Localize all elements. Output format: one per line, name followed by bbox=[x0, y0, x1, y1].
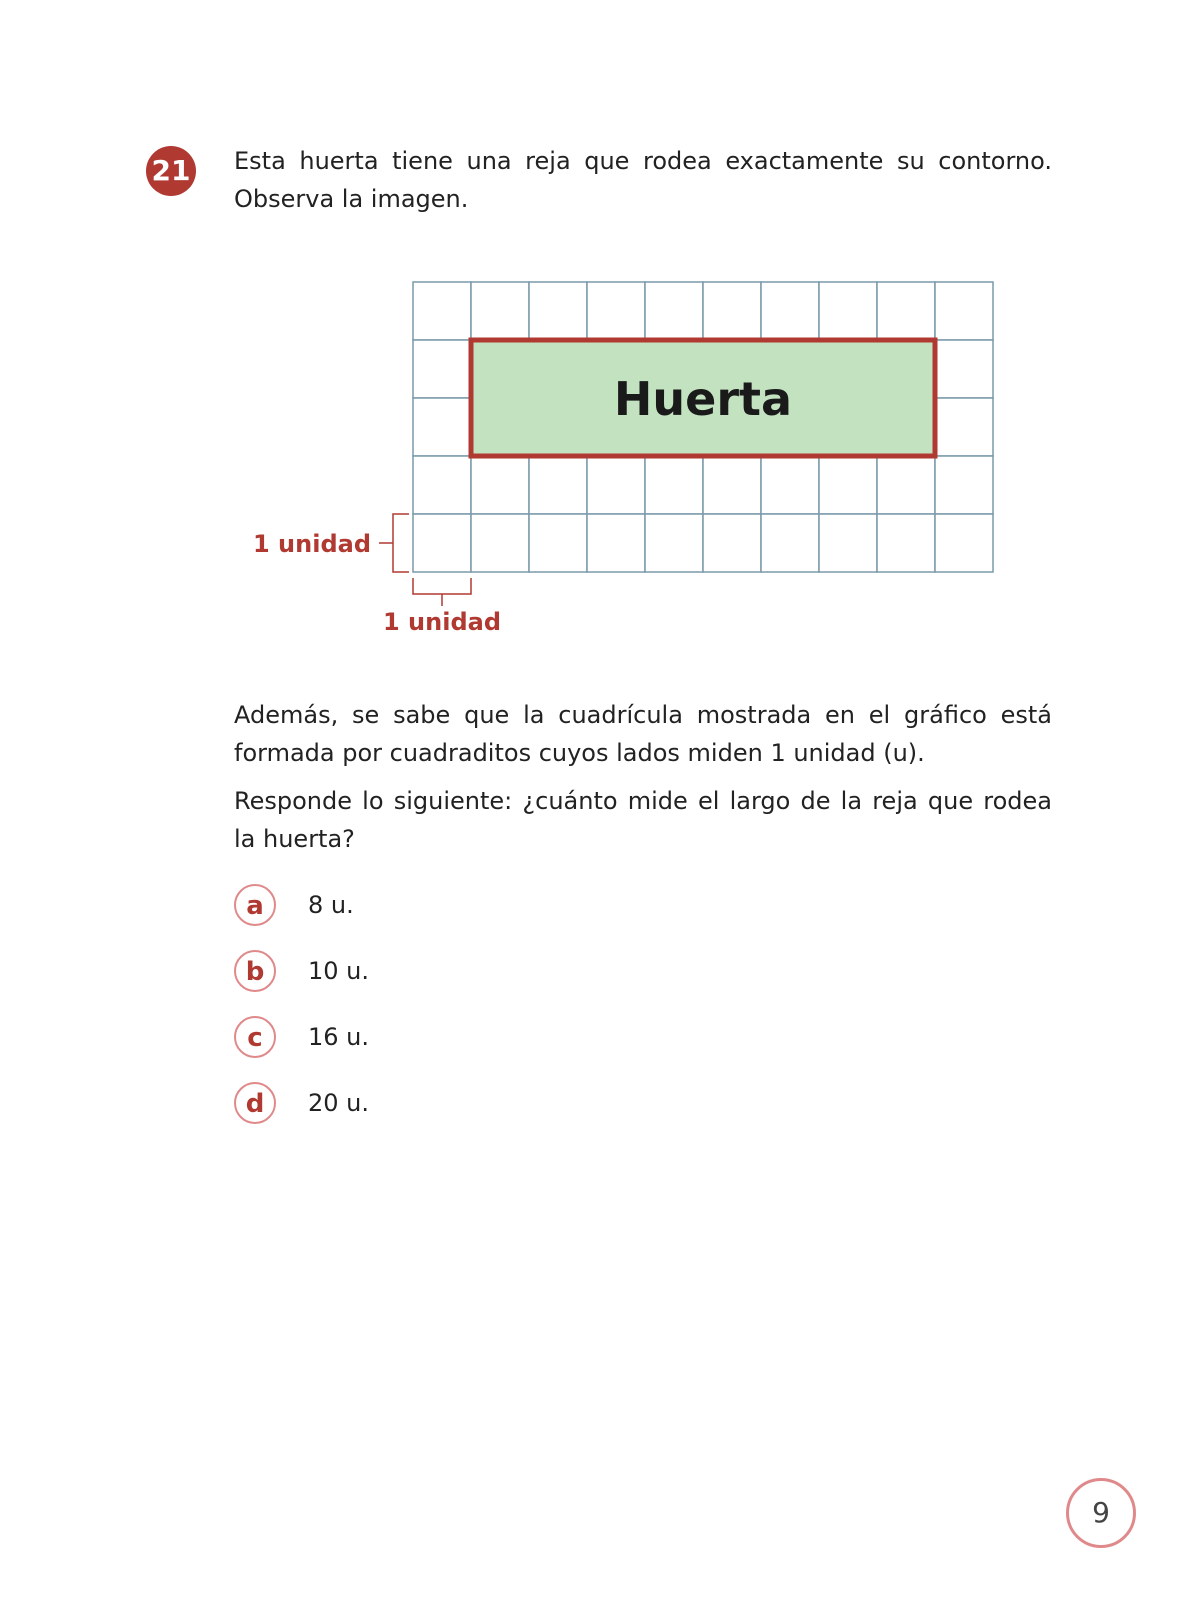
grid-cell bbox=[935, 456, 993, 514]
grid-cell bbox=[413, 282, 471, 340]
grid-cell bbox=[819, 456, 877, 514]
grid-cell bbox=[819, 514, 877, 572]
answer-options bbox=[234, 884, 834, 1148]
grid-cell bbox=[413, 514, 471, 572]
grid-cell bbox=[529, 456, 587, 514]
grid-cell bbox=[761, 456, 819, 514]
grid-cell bbox=[703, 514, 761, 572]
grid-cell bbox=[935, 282, 993, 340]
grid-cell bbox=[819, 282, 877, 340]
grid-cell bbox=[471, 282, 529, 340]
grid-cell bbox=[413, 398, 471, 456]
option-c[interactable] bbox=[234, 1016, 834, 1064]
garden-grid-figure bbox=[250, 280, 1010, 660]
option-text-d: 20 u. bbox=[308, 1089, 370, 1117]
vertical-unit-label: 1 unidad bbox=[252, 530, 371, 558]
grid-cell bbox=[413, 340, 471, 398]
grid-cell bbox=[761, 514, 819, 572]
option-a[interactable] bbox=[234, 884, 834, 932]
horizontal-unit-bracket bbox=[413, 578, 471, 606]
grid-cell bbox=[935, 340, 993, 398]
page-number: 9 bbox=[1066, 1478, 1136, 1548]
grid-cell bbox=[529, 514, 587, 572]
grid-cell bbox=[877, 282, 935, 340]
option-letter-d: d bbox=[234, 1082, 276, 1124]
option-text-c: 16 u. bbox=[308, 1023, 370, 1051]
grid-cell bbox=[587, 282, 645, 340]
question-intro: Esta huerta tiene una reja que rodea exactamente su contorno. Observa la imagen. bbox=[234, 147, 1052, 213]
option-b[interactable] bbox=[234, 950, 834, 998]
grid-cell bbox=[935, 514, 993, 572]
vertical-unit-bracket bbox=[379, 514, 409, 572]
grid-cell bbox=[877, 514, 935, 572]
horizontal-unit-label: 1 unidad bbox=[382, 608, 502, 636]
grid-cell bbox=[761, 282, 819, 340]
question-number-badge: 21 bbox=[146, 146, 196, 196]
grid-cell bbox=[645, 514, 703, 572]
grid-cell bbox=[645, 282, 703, 340]
option-letter-a: a bbox=[234, 884, 276, 926]
option-text-b: 10 u. bbox=[308, 957, 370, 985]
grid-cell bbox=[529, 282, 587, 340]
grid-cell bbox=[587, 456, 645, 514]
grid-cell bbox=[471, 456, 529, 514]
question-prompt: Responde lo siguiente: ¿cuánto mide el largo de la reja que rodea la huerta? bbox=[234, 787, 1052, 853]
grid-cell bbox=[471, 514, 529, 572]
grid-cell bbox=[877, 456, 935, 514]
grid-cell bbox=[587, 514, 645, 572]
garden-label: Huerta bbox=[613, 372, 793, 426]
grid-info-text: Además, se sabe que la cuadrícula mostrada en el gráfico está formada por cuadraditos cuyos lados miden 1 unidad (u). bbox=[234, 701, 1052, 767]
option-letter-c: c bbox=[234, 1016, 276, 1058]
grid-cell bbox=[703, 456, 761, 514]
option-text-a: 8 u. bbox=[308, 891, 354, 919]
grid-cell bbox=[935, 398, 993, 456]
grid-cell bbox=[703, 282, 761, 340]
option-d[interactable] bbox=[234, 1082, 834, 1130]
grid-cell bbox=[413, 456, 471, 514]
grid-cell bbox=[645, 456, 703, 514]
option-letter-b: b bbox=[234, 950, 276, 992]
